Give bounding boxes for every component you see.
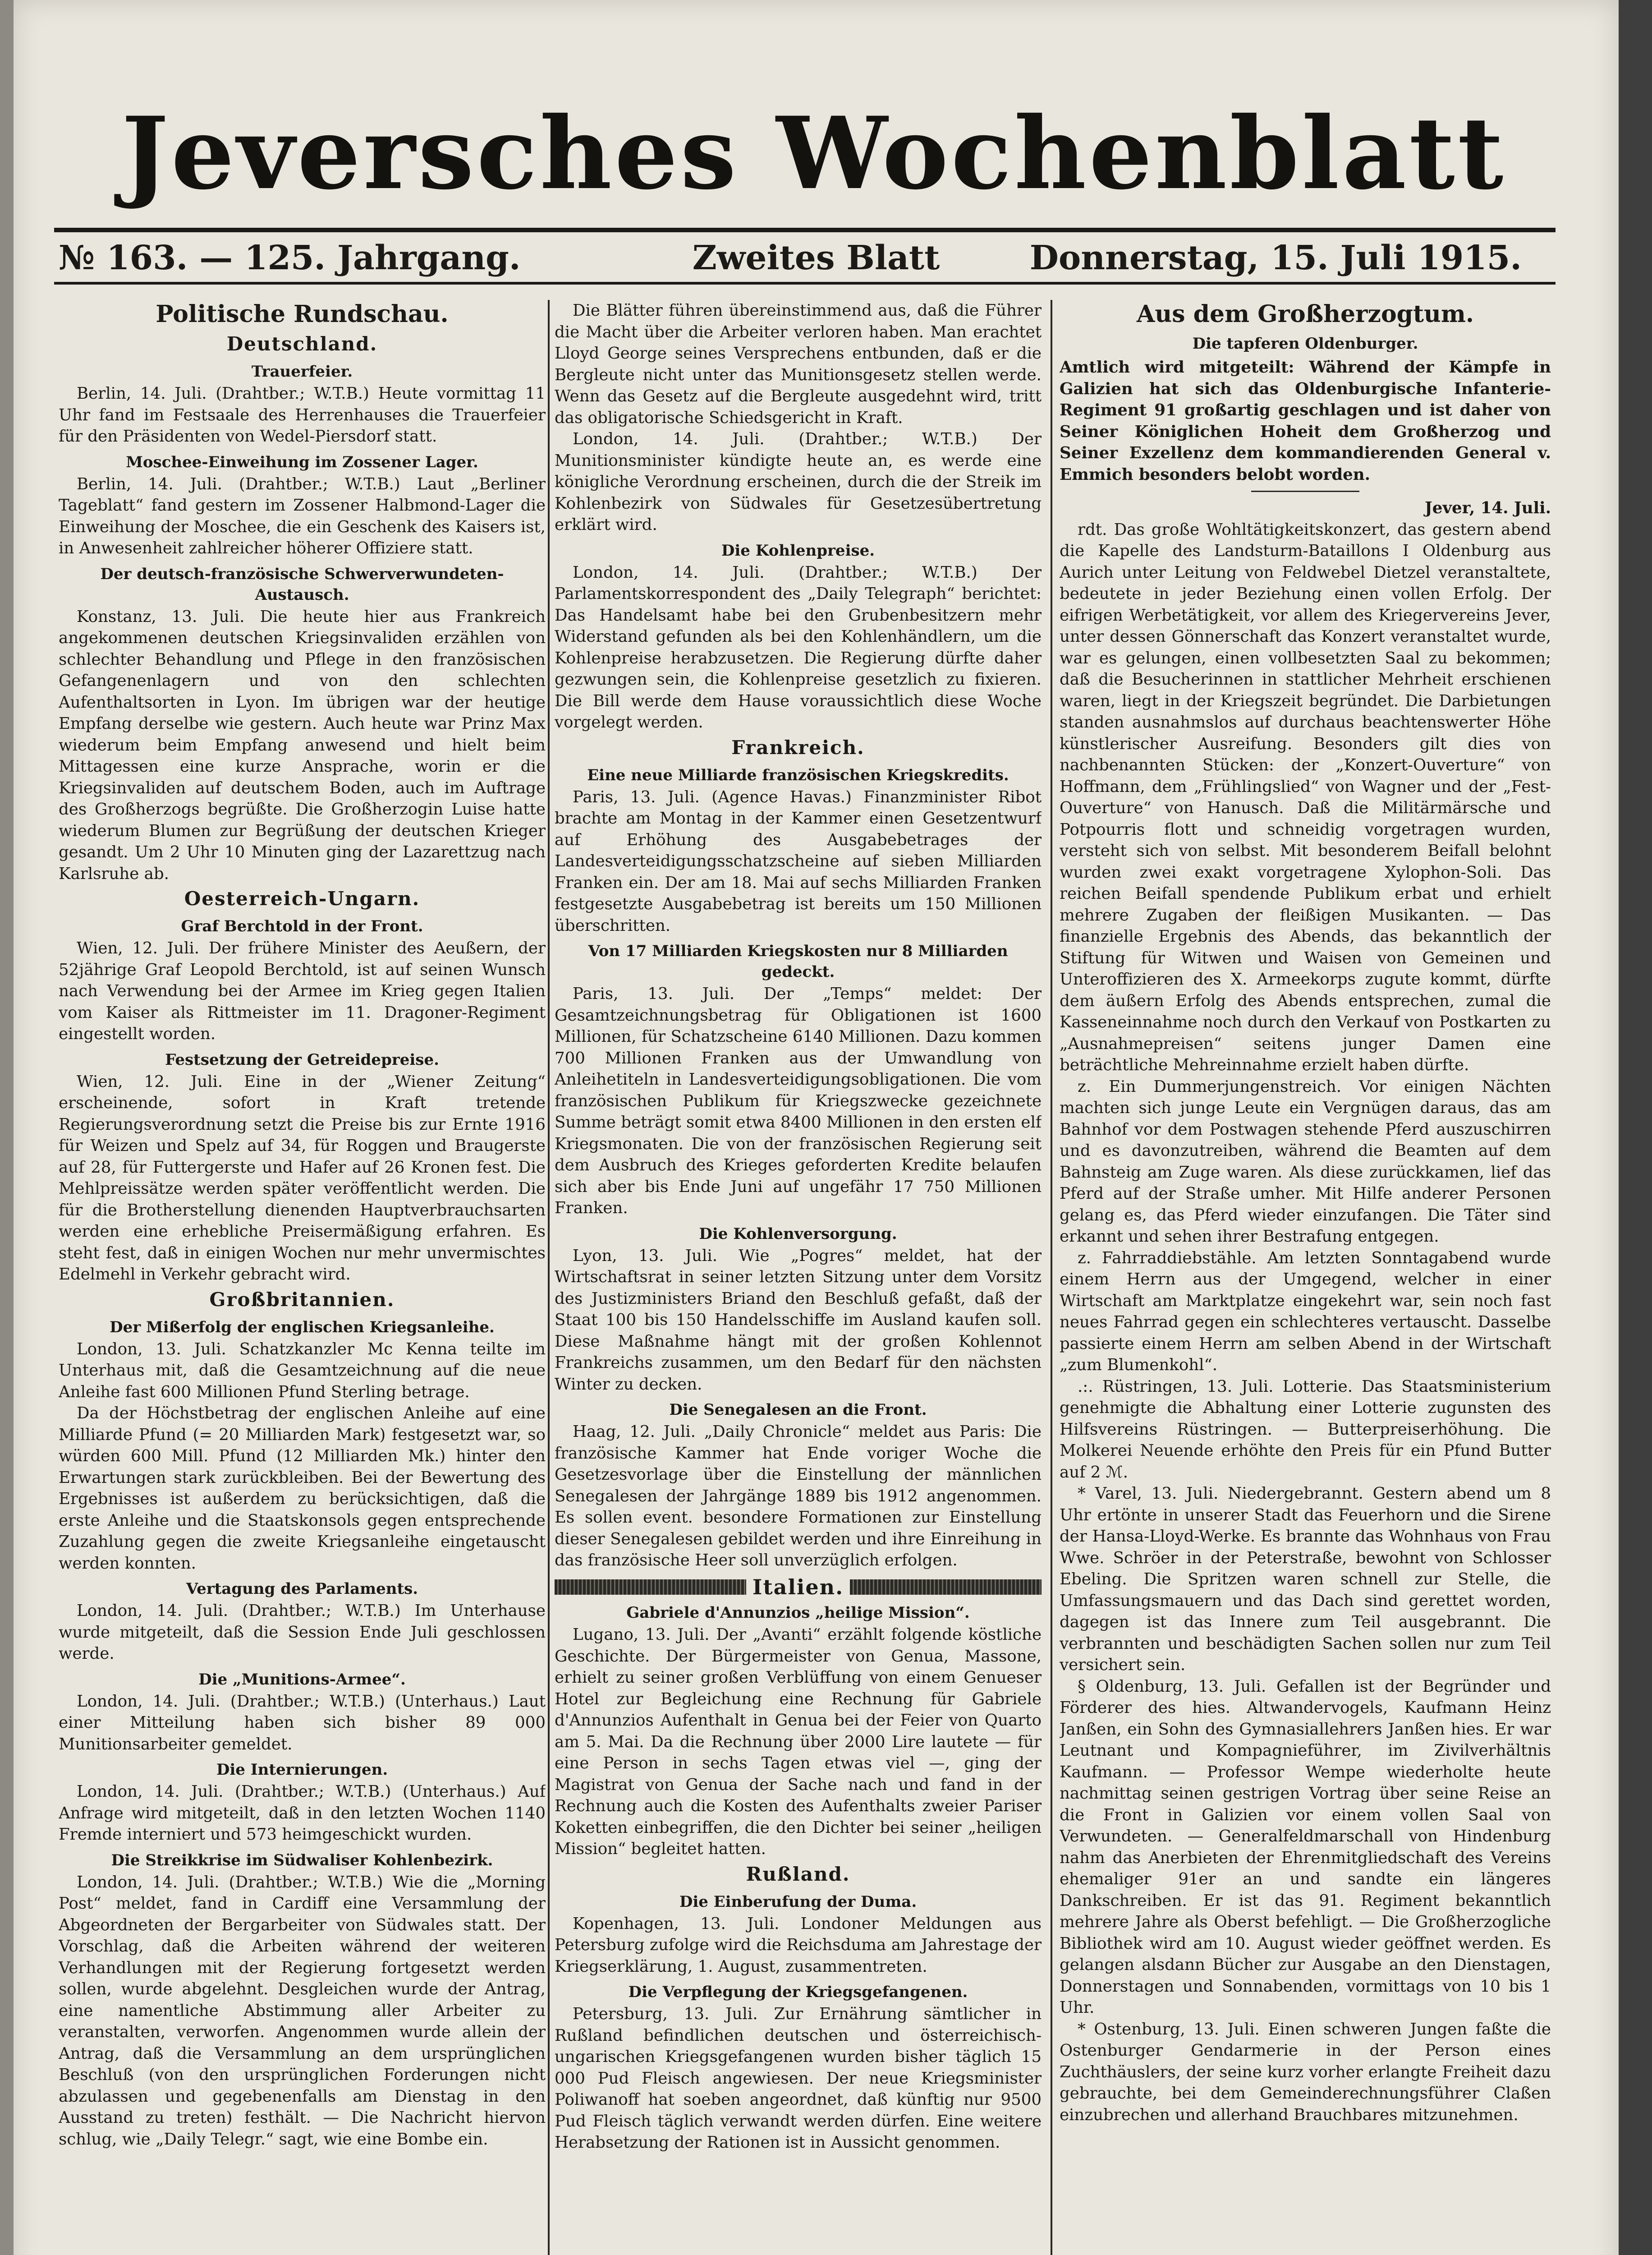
article-heading: Die Internierungen. [216,1761,388,1779]
dateline: Jever, 14. Juli. [1424,499,1551,517]
column-3 [1060,300,1551,2255]
article-paragraph: rdt. Das große Wohltätigkeitskonzert, das gestern abend die Kapelle des Landsturm-Bataillons I Oldenburg aus Aurich unter Leitung von Feldwebel Dietzel veranstaltete, bedeutete in jeder Beziehung einen vollen Erfolg. Der eifrigen Werbetätigkeit, vor allem des Kriegervereins Jever, unter dessen Gönnerschaft das Konzert veranstaltet wurde, war es gelungen, einen vollbesetzten Saal zu bekommen; daß die Besucherinnen in stattlicher Mehrheit erschienen waren, liegt in der Kriegszeit begründet. Die Darbietungen standen ausnahmslos auf durchaus beachtenswerter Höhe künstlerischer Ausreifung. Besonders gilt dies von nachbenannten Stücken: der „Konzert-Ouverture“ von Hoffmann, dem „Frühlingslied“ von Wagner und der „Fest-Ouverture“ von Hanusch. Daß die Militärmärsche und Potpourris flott und schneidig vorgetragen wurden, versteht sich von selbst. Mit besonderem Beifall belohnt wurden zwei exakt vorgetragene Xylophon-Soli. Das reichen Beifall spendende Publikum erbat und erhielt mehrere Zugaben der fleißigen Musikanten. — Das finanzielle Ergebnis des Abends, das bekanntlich der Stiftung für Witwen und Waisen von Gemeinen und Unteroffizieren des X. Armeekorps zugute kommt, dürfte dem äußern Erfolg des Abends entsprechen, zumal die Kasseneinnahme noch durch den Verkauf von Postkarten zu „Ausnahmepreisen“ seitens junger Damen eine beträchtliche Mehreinnahme erzielt haben dürfte. [1060,520,1551,1074]
article-paragraph: London, 14. Juli. (Drahtber.; W.T.B.) (Unterhaus.) Auf Anfrage wird mitgeteilt, daß in den letzten Wochen 1140 Fremde interniert und 573 heimgeschickt wurden. [59,1782,546,1844]
column-2 [555,300,1042,2255]
country-heading: Oesterreich-Ungarn. [184,888,420,910]
country-heading: Italien. [752,1574,844,1599]
section-band [555,1574,1042,1599]
article-paragraph: Kopenhagen, 13. Juli. Londoner Meldungen aus Petersburg zufolge wird die Reichsduma am Jahrestage der Kriegserklärung, 1. August, zusammentreten. [555,1914,1042,1976]
article-paragraph: Haag, 12. Juli. „Daily Chronicle“ meldet aus Paris: Die französische Kammer hat Ende voriger Woche die Gesetzesvorlage über die Einstellung der männlichen Senegalesen der Jahrgänge 1889 bis 1912 angenommen. Es sollen event. besondere Formationen zur Einstellung dieser Senegalesen gebildet werden und ihre Einreihung in das französische Heer soll unverzüglich erfolgen. [555,1422,1042,1569]
article-heading: Graf Berchtold in der Front. [181,917,423,935]
article-heading: Gabriele d'Annunzios „heilige Mission“. [626,1604,970,1622]
issue-number: № 163. — 125. Jahrgang. [59,239,521,277]
article-heading: Vertagung des Parlaments. [186,1580,418,1598]
article-heading: Der deutsch-französische Schwerverwundeten-Austausch. [100,565,504,604]
article-heading: Die tapferen Oldenburger. [1192,335,1418,353]
masthead-title: Jeversches Wochenblatt [121,95,1506,212]
article-paragraph: Lyon, 13. Juli. Wie „Pogres“ meldet, hat der Wirtschaftsrat in seiner letzten Sitzung unter dem Vorsitz des Justizministers Briand den Beschluß gefaßt, daß der Staat 100 bis 150 Handelsschiffe im Ausland kaufen soll. Diese Maßnahme hängt mit der großen Kohlennot Frankreichs zusammen, um den Bedarf für den nächsten Winter zu decken. [555,1246,1042,1394]
article-paragraph: Lugano, 13. Juli. Der „Avanti“ erzählt folgende köstliche Geschichte. Der Bürgermeister von Genua, Massone, erhielt zu seiner großen Verblüffung von einem Genueser Hotel zur Begleichung eine Rechnung für Gabriele d'Annunzios Aufenthalt in Genua bei der Feier von Quarto am 5. Mai. Da die Rechnung über 2000 Lire lautete — für eine Person in sechs Tagen etwas viel —, ging der Magistrat von Genua der Sache nach und fand in der Rechnung auch die Kosten des Aufenthalts zweier Pariser Koketten einbegriffen, die den Dichter bei seiner „heiligen Mission“ begleitet hatten. [555,1625,1042,1858]
article-heading: Von 17 Milliarden Kriegskosten nur 8 Milliarden gedeckt. [588,942,1008,981]
official-notice: Amtlich wird mitgeteilt: Während der Kämpfe in Galizien hat sich das Oldenburgische Infanterie-Regiment 91 großartig geschlagen und ist daher von Seiner Königlichen Hoheit dem Großherzog und Seiner Exzellenz dem kommandierenden General v. Emmich besonders belobt worden. [1060,358,1551,484]
article-heading: Trauerfeier. [251,363,353,381]
section-title: Politische Rundschau. [156,300,449,328]
country-heading: Deutschland. [226,333,378,355]
article-paragraph: Paris, 13. Juli. (Agence Havas.) Finanzminister Ribot brachte am Montag in der Kammer einen Gesetzentwurf auf Erhöhung des Ausgabebetrages der Landesverteidigungsschatzscheine auf sieben Milliarden Franken ein. Der am 18. Mai auf sechs Milliarden Franken festgesetzte Ausgabebetrag ist bereits um 150 Millionen überschritten. [555,787,1042,935]
header-rule-top [54,228,1556,232]
article-paragraph: Wien, 12. Juli. Eine in der „Wiener Zeitung“ erscheinende, sofort in Kraft tretende Regierungsverordnung setzt die Preise bis zur Ernte 1916 für Weizen und Spelz auf 34, für Roggen und Braugerste auf 28, für Futtergerste und Hafer auf 26 Kronen fest. Die Mehlpreissätze werden später veröffentlicht werden. Die für die Brotherstellung dienenden Hauptverbrauchsarten werden eine erhebliche Preisermäßigung erfahren. Es steht fest, daß in einigen Wochen nur mehr unvermischtes Edelmehl in Verkehr gebracht wird. [59,1072,546,1284]
article-heading: Der Mißerfolg der englischen Kriegsanleihe. [110,1318,495,1336]
country-heading: Großbritannien. [209,1288,395,1311]
article-heading: Die Kohlenversorgung. [699,1224,897,1243]
article-paragraph: * Ostenburg, 13. Juli. Einen schweren Jungen faßte die Ostenburger Gendarmerie in der Person eines Zuchthäuslers, der seine kurz vorher erlangte Freiheit dazu gebrauchte, bei dem Gemeinderechnungsführer Claßen einzubrechen und allerhand Brauchbares mitzunehmen. [1060,2020,1551,2124]
book-spine [0,0,14,2255]
column-divider [548,300,550,2255]
scan-edge [1619,0,1652,2255]
article-paragraph: z. Ein Dummerjungenstreich. Vor einigen Nächten machten sich junge Leute ein Vergnügen daraus, das am Bahnhof vor dem Postwagen stehende Pferd auszuschirren und es davonzutreiben, während die Beamten auf dem Bahnsteig am Zuge waren. Als diese zurückkamen, lief das Pferd auf der Straße umher. Mit Hilfe anderer Personen gelang es, das Pferd wieder einzufangen. Die Täter sind erkannt und sehen ihrer Bestrafung entgegen. [1060,1077,1551,1246]
article-heading: Die Einberufung der Duma. [679,1892,917,1911]
header-rule-bottom [54,282,1556,285]
article-paragraph: * Varel, 13. Juli. Niedergebrannt. Gestern abend um 8 Uhr ertönte in unserer Stadt das Feuerhorn und die Sirene der Hansa-Lloyd-Werke. Es brannte das Wohnhaus von Frau Wwe. Schröer in der Peterstraße, bewohnt von Schlosser Ebeling. Die Spritzen waren schnell zur Stelle, die Umfassungsmauern und das Dach sind gerettet worden, dagegen ist das Innere zum Teil ausgebrannt. Die verbrannten und beschädigten Sachen sollen nur zum Teil versichert sein. [1060,1484,1551,1674]
article-paragraph: London, 14. Juli. (Drahtber.; W.T.B.) Im Unterhause wurde mitgeteilt, daß die Session Ende Juli geschlossen werde. [59,1602,546,1663]
article-paragraph: Paris, 13. Juli. Der „Temps“ meldet: Der Gesamtzeichnungsbetrag für Obligationen ist 1600 Millionen, für Schatzscheine 6140 Millionen. Dazu kommen 700 Millionen Franken aus der Umwandlung von Anleihetiteln in Landesverteidigungsobligationen. Die vom französischen Publikum für Kriegszwecke gezeichnete Summe beträgt somit etwa 8400 Millionen in den ersten elf Kriegsmonaten. Die von der französischen Regierung seit dem Ausbruch des Krieges geforderten Kredite belaufen sich aber bis Ende Juni auf ungefähr 17 750 Millionen Franken. [555,985,1042,1217]
article-paragraph: Die Blätter führen übereinstimmend aus, daß die Führer die Macht über die Arbeiter verloren haben. Man erachtet Lloyd George seines Versprechens entbunden, daß er die Bergleute nicht unter das Munitionsgesetz stellen werde. Wenn das Gesetz auf die Bergleute ausgedehnt wird, tritt das obligatorische Schiedsgericht in Kraft. [555,301,1042,427]
article-paragraph: Da der Höchstbetrag der englischen Anleihe auf eine Milliarde Pfund (= 20 Milliarden Mark) festgesetzt war, so würden 600 Mill. Pfund (12 Milliarden Mk.) hinter den Erwartungen stark zurückbleiben. Bei der Bewertung des Ergebnisses ist außerdem zu berücksichtigen, daß die erste Anleihe und die Staatskonsols gegen entsprechende Zuzahlung gegen die zweite Kriegsanleihe eingetauscht werden konnten. [59,1404,546,1573]
article-paragraph: London, 13. Juli. Schatzkanzler Mc Kenna teilte im Unterhaus mit, daß die Gesamtzeichnung auf die neue Anleihe fast 600 Millionen Pfund Sterling betrage. [59,1339,546,1401]
article-heading: Moschee-Einweihung im Zossener Lager. [126,453,478,471]
article-heading: Die Streikkrise im Südwaliser Kohlenbezirk. [111,1851,493,1869]
article-heading: Die Verpflegung der Kriegsgefangenen. [628,1983,968,2001]
article-paragraph: .:. Rüstringen, 13. Juli. Lotterie. Das Staatsministerium genehmigte die Abhaltung einer Lotterie zugunsten des Hilfsvereins Rüstringen. — Butterpreiserhöhung. Die Molkerei Neuende erhöhte den Preis für ein Pfund Butter auf 2 ℳ. [1060,1377,1551,1482]
column-divider [1051,300,1052,2255]
article-paragraph: Petersburg, 13. Juli. Zur Ernährung sämtlicher in Rußland befindlichen deutschen und österreichisch-ungarischen Kriegsgefangenen wurden bisher täglich 15 000 Pud Fleisch angewiesen. Der neue Kriegsminister Poliwanoff hat soeben angeordnet, daß künftig nur 9500 Pud Fleisch täglich verwandt werden dürfen. Eine weitere Herabsetzung der Rationen ist in Aussicht genommen. [555,2005,1042,2152]
country-heading: Frankreich. [731,736,865,759]
newspaper-page [14,0,1619,2255]
article-paragraph: London, 14. Juli. (Drahtber.; W.T.B.) Der Munitionsminister kündigte heute an, es werde eine königliche Verordnung erscheinen, durch die der Streik im Kohlenbezirk von Südwales für Gesetzesübertretung erklärt wird. [555,430,1042,534]
article-paragraph: § Oldenburg, 13. Juli. Gefallen ist der Begründer und Förderer des hies. Altwandervogels, Kaufmann Heinz Janßen, ein Sohn des Gymnasiallehrers Janßen hies. Er war Leutnant und Kompagnieführer, im Zivilverhältnis Kaufmann. — Professor Wempe wiederholte heute nachmittag seinen gestrigen Vortrag über seine Reise an die Front in Galizien vor einem vollen Saal von Verwundeten. — Generalfeldmarschall von Hindenburg nahm das Anerbieten der Ehrenmitgliedschaft des Vereins ehemaliger 91er an und sandte ein längeres Dankschreiben. Er ist das 91. Regiment bekanntlich mehrere Jahre als Oberst befehligt. — Die Großherzogliche Bibliothek wird am 10. August wieder geöffnet werden. Es gelangen alsdann Bücher zur Ausgabe an den Dienstagen, Donnerstagen und Sonnabenden, vormittags von 10 bis 1 Uhr. [1060,1677,1551,2017]
section-title: Aus dem Großherzogtum. [1137,300,1474,328]
article-heading: Festsetzung der Getreidepreise. [165,1050,439,1069]
article-paragraph: Berlin, 14. Juli. (Drahtber.; W.T.B.) Heute vormittag 11 Uhr fand im Festsaale des Herrenhauses die Trauerfeier für den Präsidenten von Wedel-Piersdorf statt. [59,384,546,446]
article-paragraph: Wien, 12. Juli. Der frühere Minister des Aeußern, der 52jährige Graf Leopold Berchtold, ist auf seinen Wunsch nach Verwendung bei der Armee im Krieg gegen Italien vom Kaiser als Rittmeister im 11. Dragoner-Regiment eingestellt worden. [59,939,546,1043]
ornamental-bar [850,1579,1042,1595]
country-heading: Rußland. [746,1863,850,1885]
article-heading: Die „Munitions-Armee“. [198,1670,406,1689]
article-paragraph: Konstanz, 13. Juli. Die heute hier aus Frankreich angekommenen deutschen Kriegsinvaliden erzählen von schlechter Behandlung und Pflege in den französischen Gefangenenlagern und von den schlechten Aufenthaltsorten in Lyon. Im übrigen war der heutige Empfang derselbe wie gestern. Auch heute war Prinz Max wiederum beim Empfang anwesend und hielt beim Mittagessen eine kurze Ansprache, worin er die Kriegsinvaliden auf deutschem Boden, auch im Auftrage des Großherzogs begrüßte. Die Großherzogin Luise hatte wiederum Blumen zur Begrüßung der deutschen Krieger gesandt. Um 2 Uhr 10 Minuten ging der Lazarettzug nach Karlsruhe ab. [59,607,546,883]
issue-date: Donnerstag, 15. Juli 1915. [1029,239,1522,277]
article-heading: Die Kohlenpreise. [721,541,875,560]
column-1 [59,300,546,2255]
article-paragraph: London, 14. Juli. (Drahtber.; W.T.B.) Der Parlamentskorrespondent des „Daily Telegraph“ berichtet: Das Handelsamt habe bei den Grubenbesitzern mehr Widerstand gefunden als bei den Kohlenhändlern, um die Kohlenpreise herabzusetzen. Die Regierung dürfte daher gezwungen sein, die Kohlenpreise gesetzlich zu fixieren. Die Bill werde dem Hause voraussichtlich diese Woche vorgelegt werden. [555,563,1042,732]
article-heading: Die Senegalesen an die Front. [669,1401,927,1419]
article-paragraph: z. Fahrraddiebstähle. Am letzten Sonntagabend wurde einem Herrn aus der Umgegend, welcher in einer Wirtschaft am Marktplatze eingekehrt war, sein noch fast neues Fahrrad gegen ein schlechteres vertauscht. Dasselbe passierte einem Herrn am selben Abend in der Wirtschaft „zum Blumenkohl“. [1060,1248,1551,1374]
article-heading: Eine neue Milliarde französischen Kriegskredits. [587,766,1009,784]
sheet-label: Zweites Blatt [692,239,940,277]
ornamental-bar [555,1579,746,1595]
article-paragraph: London, 14. Juli. (Drahtber.; W.T.B.) Wie die „Morning Post“ meldet, fand in Cardiff eine Versammlung der Abgeordneten der Bergarbeiter von Südwales statt. Der Vorschlag, daß die Arbeiten während der weiteren Verhandlungen mit der Regierung fortgesetzt werden sollen, wurde abgelehnt. Desgleichen wurde der Antrag, eine namentliche Abstimmung aller Arbeiter zu veranstalten, verworfen. Angenommen wurde allein der Antrag, daß die Versammlung an dem ursprünglichen Beschluß (von den ursprünglichen Forderungen nicht abzulassen und gegebenenfalls am Dienstag in den Ausstand zu treten) festhält. — Die Nachricht hiervon schlug, wie „Daily Telegr.“ sagt, wie eine Bombe ein. [59,1873,546,2149]
article-paragraph: Berlin, 14. Juli. (Drahtber.; W.T.B.) Laut „Berliner Tageblatt“ fand gestern im Zossener Halbmond-Lager die Einweihung der Moschee, die ein Geschenk des Kaisers ist, in Anwesenheit zahlreicher höherer Offiziere statt. [59,474,546,557]
article-paragraph: London, 14. Juli. (Drahtber.; W.T.B.) (Unterhaus.) Laut einer Mitteilung haben sich bisher 89 000 Munitionsarbeiter gemeldet. [59,1692,546,1753]
divider [1251,491,1359,492]
